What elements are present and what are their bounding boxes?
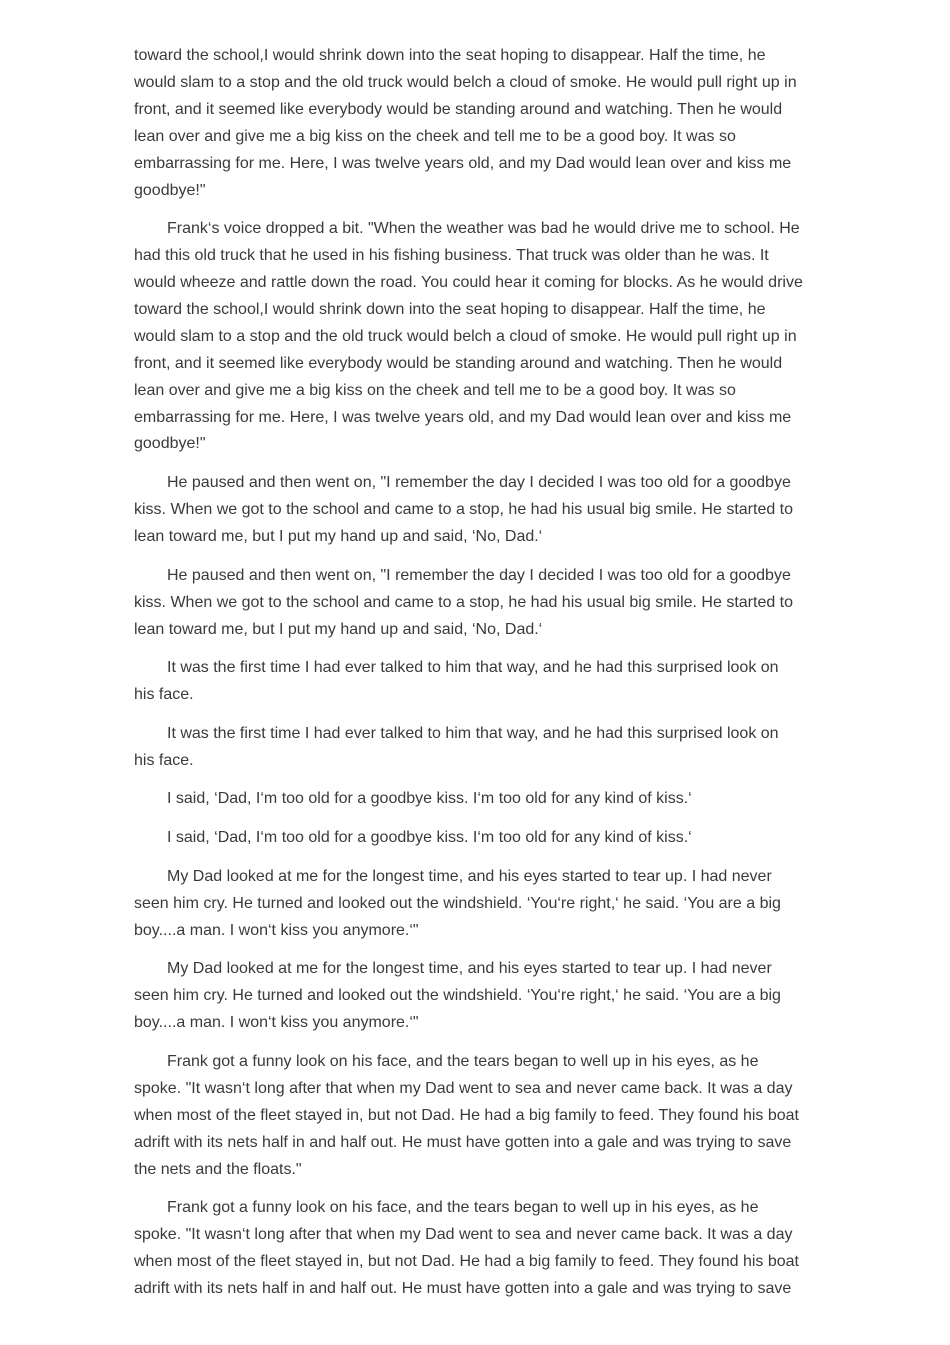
- text-line: had this old truck that he used in his fishing business. That truck was older than he was. It: [134, 247, 769, 265]
- body-paragraph: [134, 1195, 816, 1303]
- text-line: lean toward me, but I put my hand up and said, ‘No, Dad.‘: [134, 620, 543, 638]
- document-page: [134, 43, 816, 1315]
- text-line: boy....a man. I won‘t kiss you anymore.‘": [134, 1014, 419, 1032]
- text-line: I said, ‘Dad, I‘m too old for a goodbye kiss. I‘m too old for any kind of kiss.‘: [167, 790, 692, 808]
- text-line: when most of the fleet stayed in, but not Dad. He had a big family to feed. They found his boat: [134, 1253, 799, 1271]
- text-line: would slam to a stop and the old truck would belch a cloud of smoke. He would pull right up in: [134, 73, 797, 91]
- text-line: goodbye!": [134, 181, 206, 199]
- body-paragraph: [134, 956, 816, 1037]
- body-paragraph: [134, 1049, 816, 1184]
- body-paragraph: [134, 786, 816, 813]
- text-line: boy....a man. I won‘t kiss you anymore.‘": [134, 921, 419, 939]
- text-line: goodbye!": [134, 435, 206, 453]
- text-line: seen him cry. He turned and looked out the windshield. ‘You‘re right,‘ he said. ‘You are a big: [134, 987, 781, 1005]
- body-paragraph: [134, 216, 816, 458]
- text-line: lean toward me, but I put my hand up and said, ‘No, Dad.‘: [134, 528, 543, 545]
- body-paragraph: [134, 655, 816, 709]
- text-line: He paused and then went on, "I remember the day I decided I was too old for a goodbye: [167, 566, 791, 584]
- text-line: My Dad looked at me for the longest time, and his eyes started to tear up. I had never: [167, 867, 772, 885]
- text-line: It was the first time I had ever talked to him that way, and he had this surprised look on: [167, 724, 779, 742]
- text-line: Frank‘s voice dropped a bit. "When the weather was bad he would drive me to school. He: [167, 220, 800, 238]
- text-line: spoke. "It wasn‘t long after that when my Dad went to sea and never came back. It was a day: [134, 1079, 793, 1097]
- text-line: lean over and give me a big kiss on the cheek and tell me to be a good boy. It was so: [134, 127, 736, 145]
- text-line: lean over and give me a big kiss on the cheek and tell me to be a good boy. It was so: [134, 381, 736, 399]
- text-line: front, and it seemed like everybody would be standing around and watching. Then he would: [134, 354, 783, 372]
- text-line: seen him cry. He turned and looked out the windshield. ‘You‘re right,‘ he said. ‘You are a big: [134, 894, 781, 912]
- text-line: front, and it seemed like everybody would be standing around and watching. Then he would: [134, 100, 783, 118]
- text-line: would slam to a stop and the old truck would belch a cloud of smoke. He would pull right up in: [134, 327, 797, 345]
- text-line: his face.: [134, 686, 194, 704]
- text-line: It was the first time I had ever talked to him that way, and he had this surprised look on: [167, 659, 779, 677]
- paragraph-list: [134, 43, 816, 1303]
- text-line: kiss. When we got to the school and came to a stop, he had his usual big smile. He started to: [134, 593, 794, 611]
- text-line: Frank got a funny look on his face, and the tears began to well up in his eyes, as he: [167, 1199, 759, 1217]
- text-line: adrift with its nets half in and half out. He must have gotten into a gale and was trying to save: [134, 1133, 792, 1151]
- body-paragraph: [134, 563, 816, 644]
- text-line: would wheeze and rattle down the road. You could hear it coming for blocks. As he would drive: [134, 274, 803, 292]
- body-paragraph: [134, 470, 816, 551]
- text-line: his face.: [134, 751, 194, 769]
- text-line: toward the school,I would shrink down into the seat hoping to disappear. Half the time, he: [134, 47, 766, 64]
- text-line: embarrassing for me. Here, I was twelve years old, and my Dad would lean over and kiss me: [134, 408, 792, 426]
- text-line: adrift with its nets half in and half out. He must have gotten into a gale and was trying to save: [134, 1279, 792, 1297]
- body-paragraph: [134, 864, 816, 945]
- body-paragraph: [134, 43, 816, 204]
- text-line: Frank got a funny look on his face, and the tears began to well up in his eyes, as he: [167, 1052, 759, 1070]
- text-line: I said, ‘Dad, I‘m too old for a goodbye kiss. I‘m too old for any kind of kiss.‘: [167, 829, 692, 847]
- text-line: He paused and then went on, "I remember the day I decided I was too old for a goodbye: [167, 474, 791, 492]
- body-paragraph: [134, 825, 816, 852]
- text-line: the nets and the floats.": [134, 1160, 302, 1178]
- text-line: when most of the fleet stayed in, but not Dad. He had a big family to feed. They found his boat: [134, 1106, 799, 1124]
- text-line: kiss. When we got to the school and came to a stop, he had his usual big smile. He started to: [134, 501, 794, 519]
- text-line: spoke. "It wasn‘t long after that when my Dad went to sea and never came back. It was a day: [134, 1226, 793, 1244]
- text-line: embarrassing for me. Here, I was twelve years old, and my Dad would lean over and kiss me: [134, 154, 792, 172]
- body-paragraph: [134, 721, 816, 775]
- text-line: My Dad looked at me for the longest time, and his eyes started to tear up. I had never: [167, 960, 772, 978]
- text-line: toward the school,I would shrink down into the seat hoping to disappear. Half the time, he: [134, 300, 766, 318]
